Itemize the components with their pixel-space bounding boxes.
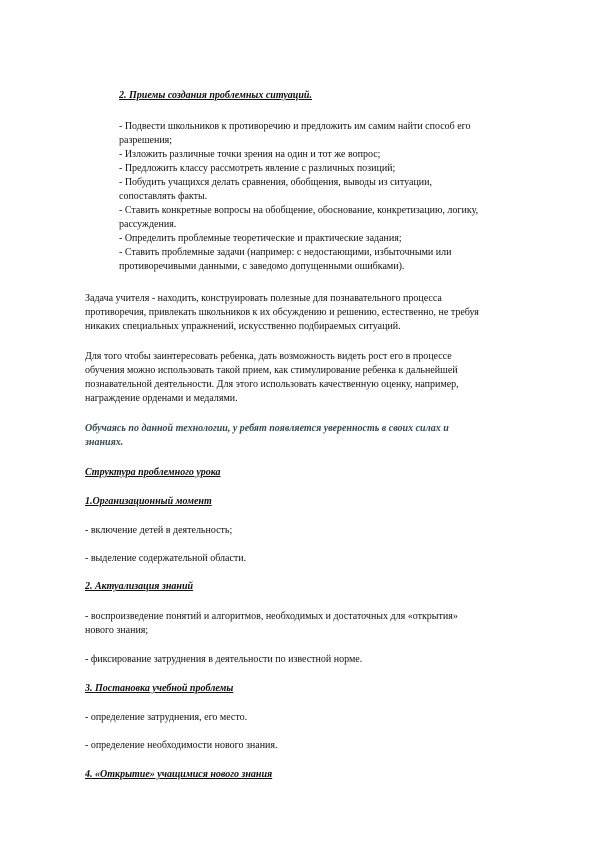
list-item: - Определить проблемные теоретические и практические задания; <box>119 233 402 244</box>
list-item: - Ставить конкретные вопросы на обобщение, обоснование, конкретизацию, логику, <box>119 205 479 216</box>
paragraph-line: Для того чтобы заинтересовать ребенка, дать возможность видеть рост его в процессе <box>85 351 452 362</box>
paragraph-line: никаких специальных упражнений, искусственно подбираемых ситуаций. <box>85 321 401 332</box>
list-item: рассуждения. <box>119 219 177 230</box>
list-item: - Ставить проблемные задачи (например: с недостающими, избыточными или <box>119 247 452 258</box>
list-item: - Побудить учащихся делать сравнения, обобщения, выводы из ситуации, <box>119 177 433 188</box>
list-item: - Подвести школьников к противоречию и предложить им самим найти способ его <box>119 121 471 132</box>
list-item: - Предложить классу рассмотреть явление с различных позиций; <box>119 163 396 174</box>
paragraph-line: награждение орденами и медалями. <box>85 393 238 404</box>
list-item: - Изложить различные точки зрения на один и тот же вопрос; <box>119 149 381 160</box>
structure-title: Структура проблемного урока <box>85 467 221 478</box>
paragraph-line: противоречия, привлекать школьников к их обсуждению и решению, естественно, не требуя <box>85 307 479 318</box>
list-item: разрешения; <box>119 135 173 146</box>
paragraph-line: Задача учителя - находить, конструировать полезные для познавательного процесса <box>85 293 442 304</box>
stage2-item: - фиксирование затруднения в деятельности по известной норме. <box>85 654 363 665</box>
section2-heading: 2. Приемы создания проблемных ситуаций. <box>119 90 312 101</box>
list-item: противоречивыми данными, с заведомо допущенными ошибками). <box>119 261 405 272</box>
stage3-item: - определение необходимости нового знания. <box>85 740 278 751</box>
stage1-item: - выделение содержательной области. <box>85 553 247 564</box>
stage2-item: - воспроизведение понятий и алгоритмов, необходимых и достаточных для «открытия» <box>85 611 458 622</box>
stage3-title: 3. Постановка учебной проблемы <box>85 683 234 694</box>
stage3-item: - определение затруднения, его место. <box>85 712 248 723</box>
stage1-title: 1.Организационный момент <box>85 496 212 507</box>
stage2-title: 2. Актуализация знаний <box>85 581 194 592</box>
paragraph-line: обучения можно использовать такой прием, как стимулирование ребенка к дальнейшей <box>85 365 458 376</box>
stage2-item: нового знания; <box>85 625 149 636</box>
list-item: сопоставлять факты. <box>119 191 208 202</box>
conclusion-line: Обучаясь по данной технологии, у ребят появляется уверенность в своих силах и <box>85 423 449 434</box>
paragraph-line: познавательной деятельности. Для этого использовать качественную оценку, например, <box>85 379 459 390</box>
stage4-title: 4. «Открытие» учащимися нового знания <box>85 769 273 780</box>
conclusion-line: знаниях. <box>85 437 124 448</box>
stage1-item: - включение детей в деятельность; <box>85 525 233 536</box>
